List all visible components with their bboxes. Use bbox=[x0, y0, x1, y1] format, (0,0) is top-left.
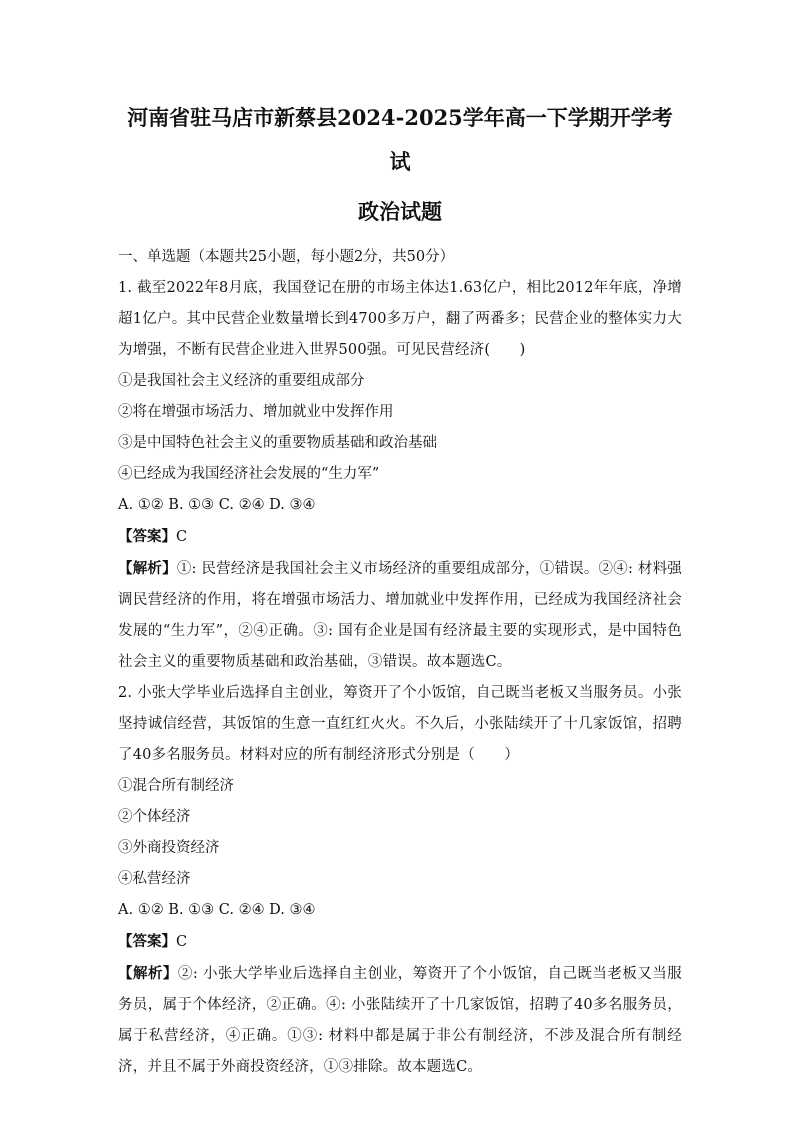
option-item: ①混合所有制经济 bbox=[118, 778, 234, 794]
answer-value: C bbox=[176, 934, 188, 950]
option-item: ④已经成为我国经济社会发展的“生力军” bbox=[118, 466, 380, 482]
answer-choices: A. ①② B. ①③ C. ②④ D. ③④ bbox=[118, 497, 316, 513]
analysis-text: ②: 小张大学毕业后选择自主创业，筹资开了个小饭馆，自己既当老板又当服务员，属于个体经济，②正确。④: 小张陆续开了十几家饭馆，招聘了40多名服务员，属于私营经济，④正确。①③: 材料中都是属于非公有制经济，不涉及混合所有制经济，并且不属于外商投资经济，①③排除。故本题选C。 bbox=[118, 966, 682, 1075]
option-item: ④私营经济 bbox=[118, 871, 191, 887]
option-item: ③外商投资经济 bbox=[118, 840, 220, 856]
analysis bbox=[118, 958, 682, 1083]
question-2 bbox=[118, 678, 682, 1083]
analysis bbox=[118, 553, 682, 678]
option-item: ②个体经济 bbox=[118, 809, 191, 825]
answer-label: 【答案】 bbox=[118, 933, 176, 950]
answer-line bbox=[118, 521, 682, 553]
section-heading: 一、单选题（本题共25小题，每小题2分，共50分） bbox=[118, 249, 455, 265]
analysis-text: ①: 民营经济是我国社会主义市场经济的重要组成部分，①错误。②④: 材料强调民营经济的作用，将在增强市场活力、增加就业中发挥作用，已经成为我国经济社会发展的“生力军”，②④正确。③: 国有企业是国有经济最主要的实现形式，是中国特色社会主义的重要物质基础和政治基础，③错误。故本题选C。 bbox=[118, 561, 682, 670]
answer-line bbox=[118, 926, 682, 958]
answer-label: 【答案】 bbox=[118, 528, 176, 545]
document-subtitle: 政治试题 bbox=[358, 199, 442, 224]
option-item: ③是中国特色社会主义的重要物质基础和政治基础 bbox=[118, 435, 437, 451]
option-item: ②将在增强市场活力、增加就业中发挥作用 bbox=[118, 404, 394, 420]
option-item: ①是我国社会主义经济的重要组成部分 bbox=[118, 373, 365, 389]
analysis-label: 【解析】 bbox=[118, 965, 178, 982]
question-stem: 2. 小张大学毕业后选择自主创业，筹资开了个小饭馆，自己既当老板又当服务员。小张坚持诚信经营，其饭馆的生意一直红红火火。不久后，小张陆续开了十几家饭馆，招聘了40多名服务员。材料对应的所有制经济形式分别是（ ） bbox=[118, 685, 682, 763]
answer-choices: A. ①② B. ①③ C. ②④ D. ③④ bbox=[118, 902, 316, 918]
answer-value: C bbox=[176, 529, 188, 545]
analysis-label: 【解析】 bbox=[118, 560, 177, 577]
question-1 bbox=[118, 273, 682, 678]
question-stem: 1. 截至2022年8月底，我国登记在册的市场主体达1.63亿户，相比2012年年底，净增超1亿户。其中民营企业数量增长到4700多万户，翻了两番多；民营企业的整体实力大为增强，不断有民营企业进入世界500强。可见民营经济( ) bbox=[118, 280, 682, 358]
document-title: 河南省驻马店市新蔡县2024-2025学年高一下学期开学考试 bbox=[127, 105, 673, 174]
